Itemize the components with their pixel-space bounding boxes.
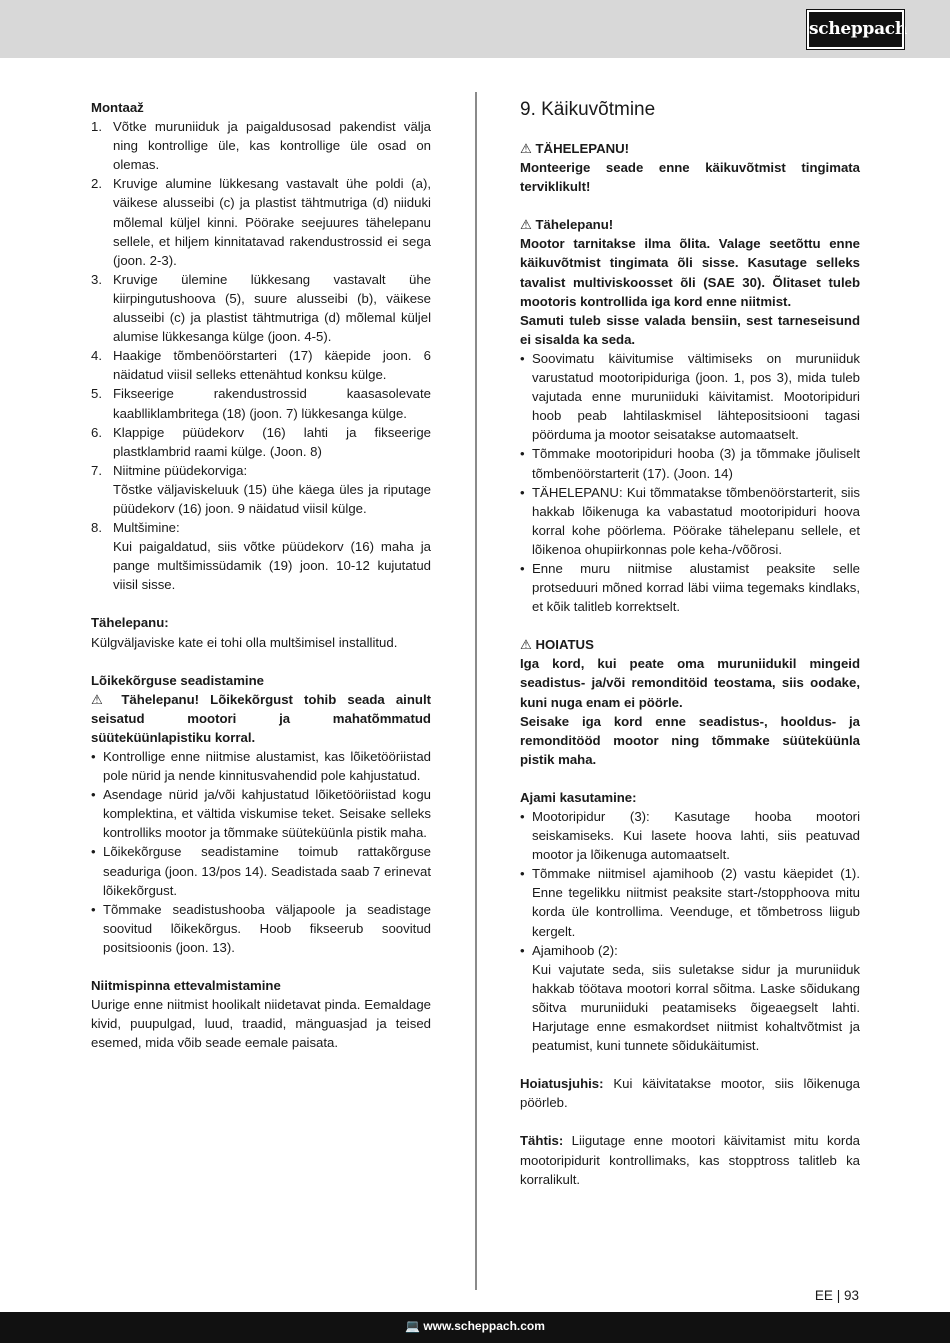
step-text: Multšimine: [113, 520, 180, 536]
list-item [520, 941, 860, 1056]
step-number: 5. [91, 386, 102, 402]
bullet-text: Soovimatu käivitumise vältimiseks on muruniiduk varustatud mootoripiduriga (joon. 1, pos 3), mida tuleb vajutada enne muruniiduki käivitamist. Mootoripiduri hoob peab lahtilaskmisel lähtepositsiooni tagasi pöörduma ja mootor seisatakse automaatselt. [532, 350, 860, 443]
warning-icon: ⚠ [520, 141, 532, 156]
list-item [91, 270, 431, 346]
footer-bar [0, 1312, 950, 1343]
bullet-text: Kontrollige enne niitmise alustamist, kas lõiketööriistad pole nürid ja nende kinnitusvahendid pole kahjustatud. [103, 749, 431, 784]
step-text: Niitmine püüdekorviga: [113, 462, 248, 478]
warning-3-text-2: Seisake iga kord enne seadistus-, hooldus- ja remonditööd mootor ning tõmmake süüteküünla pistik maha. [520, 713, 860, 767]
notice-text: Külgväljaviske kate ei tohi olla multšimisel installitud. [91, 634, 398, 650]
list-item [91, 747, 431, 785]
warning-3-text: Iga kord, kui peate oma muruniidukil mingeid seadistus- ja/või remonditöid teostama, siis oodake, kuni nuga enam ei pöörle. [520, 656, 860, 710]
list-item [520, 444, 860, 482]
warning-2-title: ⚠ Tähelepanu! [520, 217, 614, 233]
step-number: 7. [91, 462, 102, 478]
bullet-text: TÄHELEPANU: Kui tõmmatakse tõmbenöörstarterit, siis hakkab lõikenuga ka vabastatud mootoripiduri hoova korral kohe pöörlema. Pöörake tähelepanu sellele, et lõikenoa ohupiirkonnas pole keha-/võõrosi. [532, 484, 860, 557]
bullet-extra-text: Kui vajutate seda, siis suletakse sidur ja muruniiduk hakkab töötava mootori korral sõitma. Laske sõidukang sõitva muruniiduki peatamiseks õigeaegselt lahti. Harjutage enne esmakordset niitmist kohaltvõtmist ja peatumist, kuni tunnete sõidukäitumist. [532, 961, 860, 1054]
monitor-icon: 💻 [405, 1319, 420, 1333]
bullet-text: Enne muru niitmise alustamist peaksite selle protseduuri mõned korrad läbi viima tegemaks kindlaks, et kõik talitleb korrektselt. [532, 560, 860, 615]
step-number: 1. [91, 119, 102, 135]
bullet-text: Tõmmake niitmisel ajamihoob (2) vastu käepidet (1). Enne tegelikku niitmist peaksite start-/stopphoova mitu korda üle kontrollima. Veenduge, et tõmbetross liigub kergelt. [532, 866, 860, 939]
step-text: Kruvige alumine lükkesang vastavalt ühe poldi (a), väikese alusseibi (c) ja plastist tähtmutriga (d) niiduki mõlemal küljel kinni. Pöörake seejuures tähelepanu sellele, et hiljem kinnitatavad rakendustrossid ei sega (joon. 2-3). [113, 176, 431, 268]
list-item [520, 483, 860, 559]
warning-2-text: Mootor tarnitakse ilma õlita. Valage seetõttu enne käikuvõtmist tingimata õli sisse. Kasutage selleks tavalist multiviskoosset õli (SAE 30). Õlitaset tuleb mootoris kontrollida iga kord enne niitmist. [520, 236, 860, 309]
step-text: Kruvige ülemine lükkesang vastavalt ühe kiirpingutushoova (5), suure alusseibi (b), väikese alusseibi (c) ja plastist tähtmutriga (d) mõlemal küljel alumise lükkesanga külge (joon. 4-5). [113, 271, 431, 345]
start-bullets [520, 349, 860, 616]
website-link[interactable]: www.scheppach.com [423, 1319, 545, 1333]
step-extra-text: Kui paigaldatud, siis võtke püüdekorv (16) maha ja pange multšimissüdamik (19) joon. 10-12 kujutatud viisil sisse. [113, 539, 431, 593]
list-item [91, 117, 431, 174]
list-item [91, 900, 431, 957]
list-item [91, 461, 431, 518]
list-item [91, 423, 431, 461]
step-number: 6. [91, 424, 102, 440]
drive-title: Ajami kasutamine: [520, 789, 637, 805]
step-number: 2. [91, 176, 102, 192]
list-item [520, 559, 860, 616]
list-item [91, 842, 431, 899]
warning-1-title: ⚠ TÄHELEPANU! [520, 141, 630, 156]
right-column [520, 98, 860, 1189]
step-number: 3. [91, 271, 102, 287]
list-item [520, 864, 860, 940]
bullet-text: Tõmmake mootoripiduri hooba (3) ja tõmmake jõuliselt tõmbenöörstarterit (17). (Joon. 14) [532, 446, 860, 481]
list-item [91, 174, 431, 269]
cut-height-warning: ⚠ Tähelepanu! Lõikekõrgust tohib seada ainult seisatud mootori ja mahatõmmatud süüteküünlapistiku korral. [91, 691, 432, 745]
list-item [91, 518, 431, 594]
bullet-text: Mootoripidur (3): Kasutage hooba mootori seiskamiseks. Kui lasete hoova lahti, siis peatuvad mootor ja lõikenuga automaatselt. [532, 809, 860, 863]
step-text: Haakige tõmbenöörstarteri (17) käepide joon. 6 näidatud viisil selleks ettenähtud konksu külge. [113, 348, 431, 383]
warning-2-text-2: Samuti tuleb sisse valada bensiin, sest tarneseisund ei sisalda ka seda. [520, 312, 860, 347]
scheppach-logo: scheppach [807, 10, 904, 49]
cut-height-title: Lõikekõrguse seadistamine [91, 672, 264, 688]
step-text: Võtke muruniiduk ja paigaldusosad pakendist välja ning kontrollige üle, kas kontrollige üle osad on olemas. [113, 119, 431, 173]
step-number: 8. [91, 520, 102, 536]
warning-1-text: Monteerige seade enne käikuvõtmist tingimata terviklikult! [520, 160, 860, 195]
list-item [91, 384, 431, 422]
section-title: 9. Käikuvõtmine [520, 99, 656, 120]
list-item [91, 785, 431, 842]
bullet-text: Asendage nürid ja/või kahjustatud lõiketööriistad kogu komplektina, et vältida viskumise teket. Seisake selleks kontrolliks mootor ja tõmmake süüteküünla pistik maha. [103, 787, 431, 841]
important-paragraph: Tähtis: Liigutage enne mootori käivitamist mitu korda mootoripidurit kontrollimaks, kas stopptross talitleb ka korralikult. [520, 1133, 860, 1187]
assembly-steps [91, 117, 431, 594]
list-item [520, 349, 860, 444]
preparation-text: Uurige enne niitmist hoolikalt niidetavat pinda. Eemaldage kivid, puupulgad, luud, traadid, mänguasjad ja teised esemed, mida võib seade eemale paisata. [91, 997, 431, 1051]
hint-paragraph: Hoiatusjuhis: Kui käivitatakse mootor, siis lõikenuga pöörleb. [520, 1076, 860, 1111]
step-number: 4. [91, 348, 102, 364]
bullet-text: Ajamihoob (2): [532, 942, 618, 958]
warning-icon: ⚠ [520, 637, 532, 653]
bullet-text: Tõmmake seadistushooba väljapoole ja seadistage soovitud lõikekõrgus. Hoob fikseerub soovitud positsioonis (joon. 13). [103, 901, 431, 955]
montaaz-title: Montaaž [91, 100, 144, 115]
left-column [91, 98, 431, 1052]
page-number: EE | 93 [814, 1288, 859, 1303]
cut-height-bullets [91, 747, 431, 957]
warning-icon: ⚠ [91, 691, 111, 707]
notice-title: Tähelepanu: [91, 615, 169, 631]
column-divider [475, 92, 477, 1290]
step-extra-text: Tõstke väljaviskeluuk (15) ühe käega üles ja riputage püüdekorv (16) joon. 9 näidatud viisil külge. [113, 481, 431, 516]
list-item [91, 346, 431, 384]
step-text: Klappige püüdekorv (16) lahti ja fikseerige plastklambrid raami külge. (Joon. 8) [113, 424, 431, 459]
warning-3-title: ⚠ HOIATUS [520, 637, 594, 653]
warning-icon: ⚠ [520, 217, 532, 233]
bullet-text: Lõikekõrguse seadistamine toimub rattakõrguse seaduriga (joon. 13/pos 14). Seadistada saab 7 erinevat lõikekõrgust. [103, 844, 431, 898]
preparation-title: Niitmispinna ettevalmistamine [91, 978, 281, 994]
list-item [520, 807, 860, 864]
drive-bullets [520, 807, 860, 1055]
step-text: Fikseerige rakendustrossid kaasasolevate kaablliklambritega (18) (joon. 7) lükkesanga külge. [113, 386, 431, 421]
